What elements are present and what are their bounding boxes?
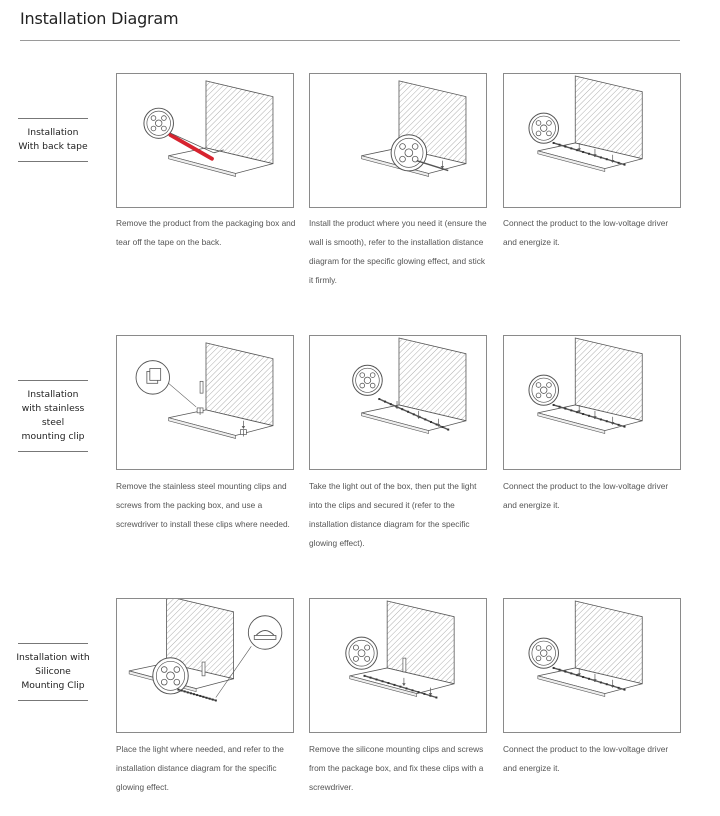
step-3-1-illustration	[116, 598, 294, 733]
step-2-3-illustration	[503, 335, 681, 470]
installation-drawing	[504, 74, 680, 207]
step-1-1-illustration	[116, 73, 294, 208]
step-2-3-caption: Connect the product to the low-voltage driver and energize it.	[503, 481, 669, 510]
step-3-1-caption: Place the light where needed, and refer to the installation distance diagram for the specific glowing effect.	[116, 744, 284, 792]
step-1-2-illustration	[309, 73, 487, 208]
step-2-2-caption: Take the light out of the box, then put the light into the clips and secured it (refer to the installation distance diagram for the specific glowing effect).	[309, 481, 477, 548]
step-2-2-illustration	[309, 335, 487, 470]
page-title: Installation Diagram	[20, 9, 179, 28]
installation-drawing	[310, 599, 486, 732]
section-label-steel-clip: Installation with stainless steel mounting clip	[14, 380, 92, 452]
title-divider	[20, 40, 680, 41]
step-1-1-caption: Remove the product from the packaging box and tear off the tape on the back.	[116, 218, 296, 247]
step-3-2-illustration	[309, 598, 487, 733]
installation-drawing	[310, 74, 486, 207]
step-3-3-caption: Connect the product to the low-voltage driver and energize it.	[503, 744, 669, 773]
section-label-silicone-clip: Installation with Silicone Mounting Clip	[14, 643, 92, 701]
section-label-back-tape: Installation With back tape	[14, 118, 92, 162]
step-1-2-caption: Install the product where you need it (ensure the wall is smooth), refer to the installation distance diagram for the specific glowing effect, and stick it firmly.	[309, 218, 487, 285]
installation-drawing	[117, 599, 293, 732]
step-2-1-caption: Remove the stainless steel mounting clips and screws from the packing box, and use a screwdriver to install these clips where needed.	[116, 481, 290, 529]
installation-drawing	[117, 336, 293, 469]
installation-drawing	[117, 74, 293, 207]
step-3-2-caption: Remove the silicone mounting clips and screws from the package box, and fix these clips with a screwdriver.	[309, 744, 484, 792]
installation-drawing	[504, 336, 680, 469]
installation-drawing	[504, 599, 680, 732]
step-3-3-illustration	[503, 598, 681, 733]
step-1-3-illustration	[503, 73, 681, 208]
step-1-3-caption: Connect the product to the low-voltage driver and energize it.	[503, 218, 669, 247]
step-2-1-illustration	[116, 335, 294, 470]
installation-drawing	[310, 336, 486, 469]
